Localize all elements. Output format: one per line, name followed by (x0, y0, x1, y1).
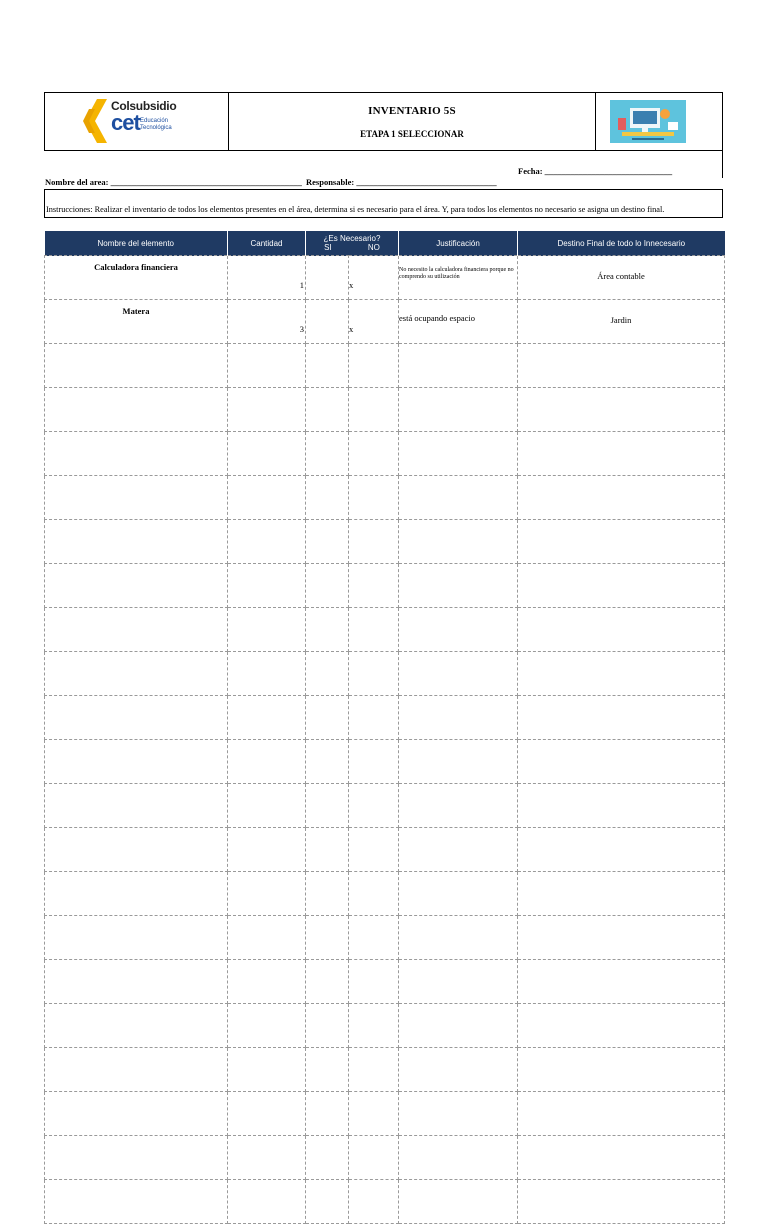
cell-no[interactable] (349, 1136, 399, 1180)
cell-destination[interactable] (518, 432, 725, 476)
cell-no[interactable] (349, 432, 399, 476)
col-header-qty: Cantidad (228, 231, 306, 256)
cell-si[interactable] (306, 1048, 349, 1092)
responsable-label: Responsable: (306, 177, 355, 187)
cell-name[interactable] (45, 1048, 228, 1092)
logo-cell (45, 93, 229, 150)
cell-name[interactable] (45, 388, 228, 432)
cell-name[interactable] (45, 652, 228, 696)
cell-justification[interactable] (399, 344, 518, 388)
cell-qty[interactable] (228, 652, 306, 696)
cell-qty[interactable] (228, 608, 306, 652)
table-row (45, 388, 725, 432)
cell-no[interactable] (349, 388, 399, 432)
table-row (45, 1180, 725, 1224)
responsable-value: _________________________________ (356, 177, 497, 187)
cell-si[interactable] (306, 476, 349, 520)
cell-destination[interactable]: Área contable (518, 256, 725, 300)
cell-name[interactable] (45, 1136, 228, 1180)
table-row (45, 520, 725, 564)
cell-no[interactable] (349, 1048, 399, 1092)
cell-si[interactable] (306, 1136, 349, 1180)
logo-tagline-1: Educación (140, 118, 169, 124)
cell-qty[interactable] (228, 872, 306, 916)
responsable-field (306, 177, 497, 187)
cell-justification[interactable] (399, 696, 518, 740)
col-header-justification: Justificación (399, 231, 518, 256)
cell-destination[interactable] (518, 608, 725, 652)
document-title: INVENTARIO 5S (368, 104, 456, 117)
table-row (45, 564, 725, 608)
cell-destination[interactable] (518, 1180, 725, 1224)
table-row (45, 476, 725, 520)
cell-qty[interactable] (228, 960, 306, 1004)
illustration-image (610, 100, 686, 143)
title-cell (229, 93, 596, 150)
cell-justification[interactable] (399, 652, 518, 696)
cell-justification[interactable] (399, 740, 518, 784)
cell-justification[interactable] (399, 520, 518, 564)
fecha-label: Fecha: (518, 166, 543, 176)
cell-destination[interactable] (518, 344, 725, 388)
table-row (45, 652, 725, 696)
cell-name[interactable] (45, 1180, 228, 1224)
cell-si[interactable] (306, 608, 349, 652)
cell-destination[interactable] (518, 476, 725, 520)
document-subtitle: ETAPA 1 SELECCIONAR (360, 128, 464, 139)
cell-si[interactable] (306, 652, 349, 696)
cell-si[interactable] (306, 1092, 349, 1136)
cell-justification[interactable] (399, 872, 518, 916)
cell-qty[interactable] (228, 740, 306, 784)
cell-si[interactable] (306, 960, 349, 1004)
table-row (45, 828, 725, 872)
cell-qty[interactable] (228, 564, 306, 608)
area-field (45, 177, 302, 187)
cell-si[interactable] (306, 740, 349, 784)
cell-name[interactable] (45, 1004, 228, 1048)
cell-si[interactable] (306, 432, 349, 476)
cell-no[interactable] (349, 960, 399, 1004)
cell-qty[interactable]: 3 (228, 300, 306, 344)
table-row (45, 1092, 725, 1136)
cell-no[interactable]: x (349, 256, 399, 300)
cell-destination[interactable] (518, 696, 725, 740)
cell-qty[interactable] (228, 784, 306, 828)
cell-justification[interactable] (399, 1004, 518, 1048)
cell-destination[interactable] (518, 1136, 725, 1180)
cell-name[interactable]: Calculadora financiera (45, 256, 228, 300)
cell-destination[interactable] (518, 828, 725, 872)
table-row (45, 916, 725, 960)
logo-brand-text: Colsubsidio (111, 99, 177, 113)
cell-no[interactable] (349, 1092, 399, 1136)
cell-qty[interactable] (228, 1048, 306, 1092)
cell-justification[interactable] (399, 1048, 518, 1092)
cell-destination[interactable] (518, 960, 725, 1004)
cell-no[interactable] (349, 696, 399, 740)
cell-no[interactable] (349, 784, 399, 828)
cell-si[interactable] (306, 344, 349, 388)
cell-name[interactable] (45, 872, 228, 916)
col-header-si: SI (324, 242, 332, 252)
cell-si[interactable] (306, 916, 349, 960)
cell-name[interactable] (45, 784, 228, 828)
cell-si[interactable] (306, 828, 349, 872)
cell-qty[interactable] (228, 1180, 306, 1224)
cell-si[interactable] (306, 256, 349, 300)
cell-si[interactable] (306, 300, 349, 344)
cell-destination[interactable] (518, 652, 725, 696)
cell-justification[interactable] (399, 388, 518, 432)
cell-name[interactable] (45, 608, 228, 652)
cell-justification[interactable] (399, 828, 518, 872)
cell-si[interactable] (306, 696, 349, 740)
cell-si[interactable] (306, 520, 349, 564)
cell-name[interactable] (45, 432, 228, 476)
cell-justification[interactable] (399, 960, 518, 1004)
cell-si[interactable] (306, 388, 349, 432)
fecha-value: ______________________________ (544, 166, 673, 176)
cell-destination[interactable]: Jardin (518, 300, 725, 344)
cell-name[interactable] (45, 696, 228, 740)
cell-destination[interactable] (518, 1092, 725, 1136)
cell-destination[interactable] (518, 1004, 725, 1048)
cell-justification[interactable] (399, 916, 518, 960)
right-border (722, 151, 723, 178)
cell-justification[interactable] (399, 1136, 518, 1180)
cell-qty[interactable] (228, 696, 306, 740)
cell-qty[interactable] (228, 1004, 306, 1048)
cell-justification[interactable] (399, 784, 518, 828)
table-row (45, 960, 725, 1004)
col-header-necessary (306, 231, 399, 256)
cell-qty[interactable] (228, 828, 306, 872)
col-header-no: NO (367, 242, 380, 252)
table-row (45, 1136, 725, 1180)
cell-qty[interactable]: 1 (228, 256, 306, 300)
cell-justification[interactable] (399, 1092, 518, 1136)
cell-justification[interactable]: No necesito la calculadora financiera porque no comprendo su utilización (399, 256, 518, 300)
instructions-box (44, 189, 723, 218)
inventory-table (44, 231, 725, 1224)
table-row (45, 784, 725, 828)
cell-name[interactable] (45, 960, 228, 1004)
cell-name[interactable] (45, 916, 228, 960)
fecha-field (518, 166, 672, 176)
cell-justification[interactable] (399, 432, 518, 476)
cell-destination[interactable] (518, 872, 725, 916)
cell-justification[interactable] (399, 1180, 518, 1224)
logo-cet-text: cet (111, 110, 140, 135)
col-header-name: Nombre del elemento (45, 231, 228, 256)
cell-qty[interactable] (228, 388, 306, 432)
table-row (45, 872, 725, 916)
cell-no[interactable] (349, 476, 399, 520)
col-header-destination: Destino Final de todo lo Innecesario (518, 231, 725, 256)
cell-no[interactable] (349, 916, 399, 960)
cell-no[interactable] (349, 1180, 399, 1224)
table-row (45, 432, 725, 476)
cell-no[interactable]: x (349, 300, 399, 344)
cell-no[interactable] (349, 652, 399, 696)
cell-destination[interactable] (518, 1048, 725, 1092)
table-row (45, 696, 725, 740)
cell-si[interactable] (306, 564, 349, 608)
cell-destination[interactable] (518, 388, 725, 432)
cell-no[interactable] (349, 740, 399, 784)
area-value: _____________________________________________ (110, 177, 302, 187)
cell-si[interactable] (306, 872, 349, 916)
cell-si[interactable] (306, 1004, 349, 1048)
cell-no[interactable] (349, 520, 399, 564)
cell-destination[interactable] (518, 916, 725, 960)
logo-tagline (140, 118, 172, 132)
table-row (45, 1048, 725, 1092)
cell-no[interactable] (349, 608, 399, 652)
cell-si[interactable] (306, 1180, 349, 1224)
cell-name[interactable]: Matera (45, 300, 228, 344)
cell-justification[interactable] (399, 608, 518, 652)
table-row (45, 256, 725, 300)
document-header (44, 92, 723, 151)
cell-si[interactable] (306, 784, 349, 828)
illustration-cell (596, 93, 722, 150)
table-row (45, 300, 725, 344)
cell-destination[interactable] (518, 784, 725, 828)
cell-destination[interactable] (518, 740, 725, 784)
cell-destination[interactable] (518, 520, 725, 564)
cell-name[interactable] (45, 520, 228, 564)
table-header-row (45, 231, 725, 256)
cell-name[interactable] (45, 344, 228, 388)
cell-name[interactable] (45, 1092, 228, 1136)
area-label: Nombre del area: (45, 177, 109, 187)
cell-qty[interactable] (228, 916, 306, 960)
cell-justification[interactable]: está ocupando espacio (399, 300, 518, 344)
cell-qty[interactable] (228, 520, 306, 564)
cell-qty[interactable] (228, 432, 306, 476)
table-row (45, 608, 725, 652)
col-header-necessary-label: ¿Es Necesario? (323, 233, 381, 243)
table-row (45, 740, 725, 784)
cell-no[interactable] (349, 872, 399, 916)
cell-justification[interactable] (399, 476, 518, 520)
cell-no[interactable] (349, 564, 399, 608)
instructions-text: Instrucciones: Realizar el inventario de todos los elementos presentes en el área, determina si es necesario para el área. Y, para todos los elementos no necesario se asigna un destino final. (46, 205, 665, 214)
cell-name[interactable] (45, 828, 228, 872)
cell-justification[interactable] (399, 564, 518, 608)
cell-no[interactable] (349, 828, 399, 872)
cell-no[interactable] (349, 1004, 399, 1048)
colsubsidio-logo-icon (83, 99, 111, 143)
table-row (45, 1004, 725, 1048)
cell-destination[interactable] (518, 564, 725, 608)
cell-name[interactable] (45, 476, 228, 520)
logo-tagline-2: Tecnológica (140, 125, 172, 131)
table-row (45, 344, 725, 388)
cell-qty[interactable] (228, 1092, 306, 1136)
cell-qty[interactable] (228, 1136, 306, 1180)
cell-qty[interactable] (228, 476, 306, 520)
cell-no[interactable] (349, 344, 399, 388)
cell-qty[interactable] (228, 344, 306, 388)
cell-name[interactable] (45, 740, 228, 784)
cell-name[interactable] (45, 564, 228, 608)
